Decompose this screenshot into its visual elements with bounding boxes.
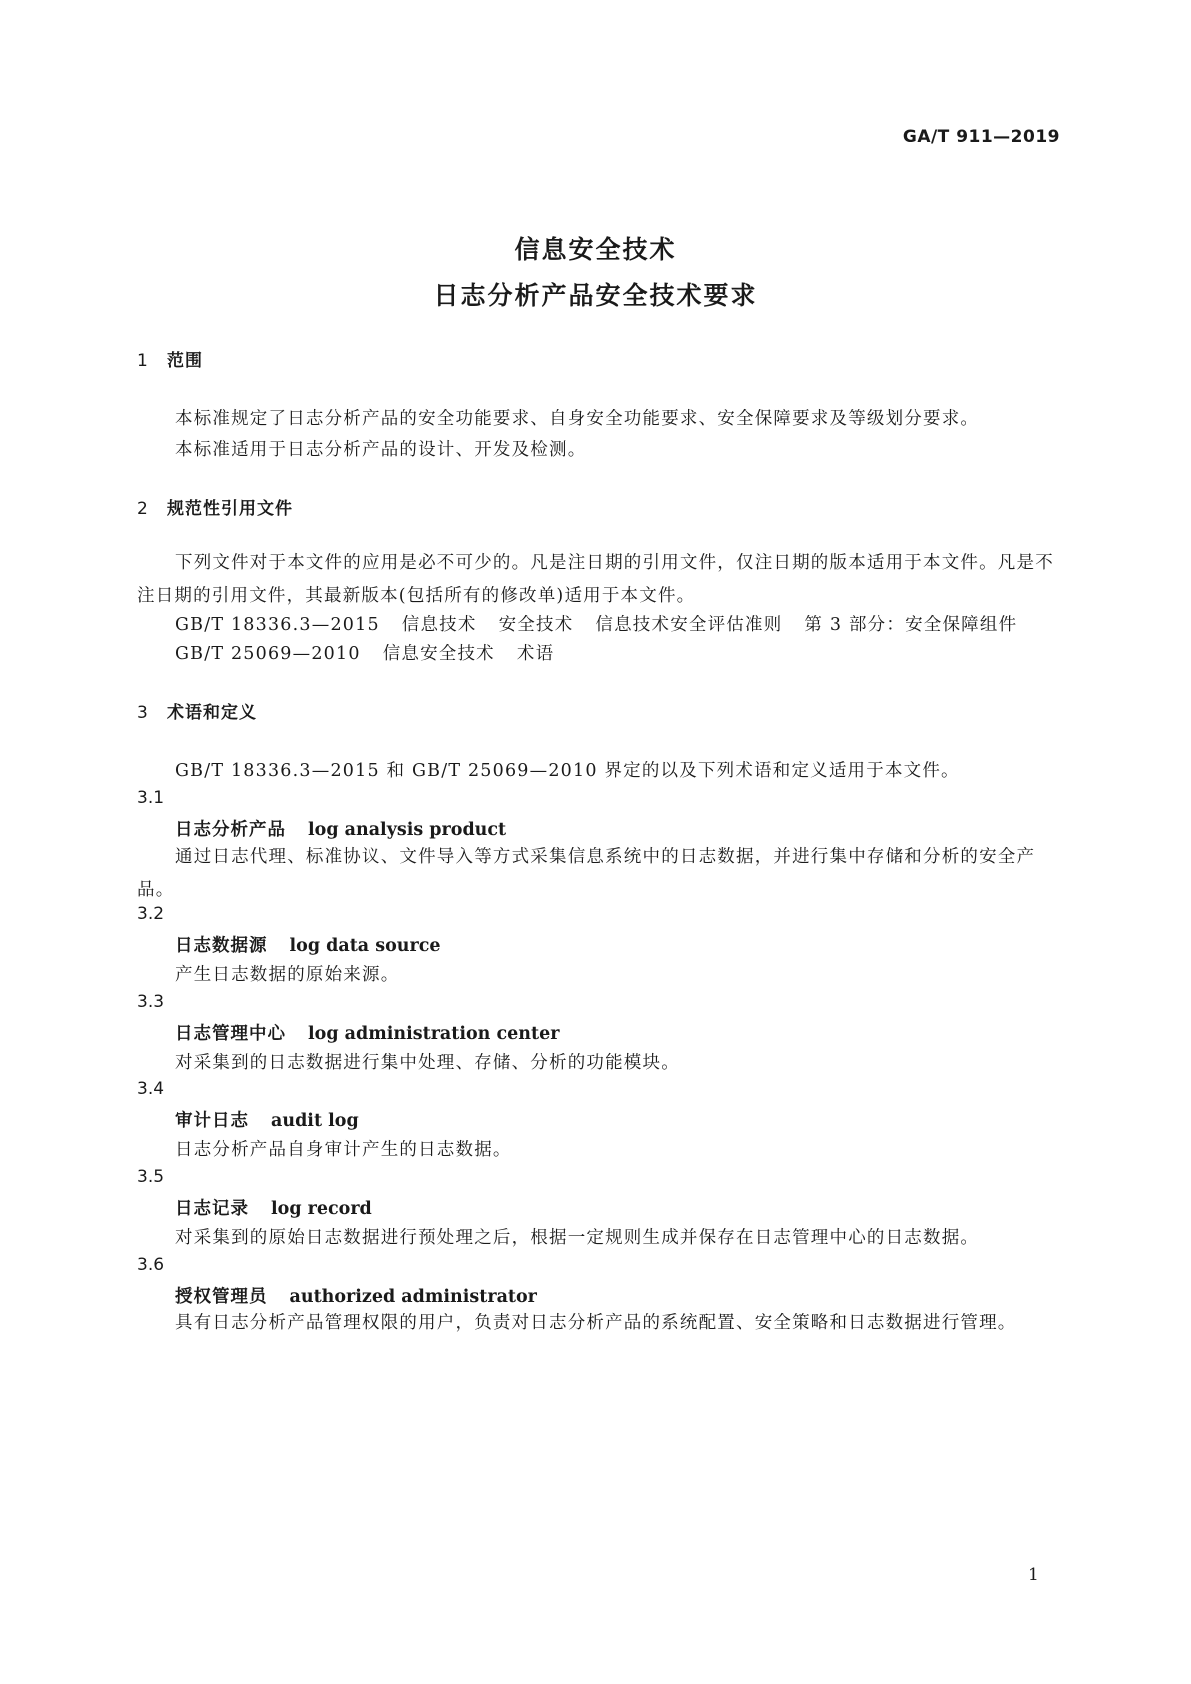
- term-entry: [175, 816, 506, 841]
- term-english: log record: [271, 1199, 372, 1219]
- term-chinese: 授权管理员: [175, 1287, 268, 1307]
- page-number: 1: [1028, 1565, 1039, 1585]
- section-1-heading: [137, 346, 203, 371]
- section-number: 3: [137, 703, 149, 723]
- section-3-heading: [137, 698, 257, 723]
- term-entry: [175, 932, 441, 957]
- term-definition: 日志分析产品自身审计产生的日志数据。: [175, 1140, 512, 1160]
- term-definition: 通过日志代理、标准协议、文件导入等方式采集信息系统中的日志数据，并进行集中存储和分析的安全产品。: [137, 847, 1036, 900]
- term-number: 3.5: [137, 1167, 165, 1187]
- term-number: 3.1: [137, 788, 165, 808]
- section-number: 1: [137, 351, 149, 371]
- paragraph: 下列文件对于本文件的应用是必不可少的。凡是注日期的引用文件，仅注日期的版本适用于本文件。凡是不注日期的引用文件，其最新版本(包括所有的修改单)适用于本文件。: [137, 553, 1054, 606]
- paragraph: 本标准规定了日志分析产品的安全功能要求、自身安全功能要求、安全保障要求及等级划分要求。: [175, 409, 980, 429]
- standard-code: GA/T 911—2019: [902, 127, 1060, 147]
- term-number: 3.2: [137, 904, 165, 924]
- normative-reference: [175, 611, 1017, 636]
- term-definition: 具有日志分析产品管理权限的用户，负责对日志分析产品的系统配置、安全策略和日志数据进行管理。: [175, 1313, 1017, 1333]
- section-title: 术语和定义: [167, 703, 257, 723]
- term-definition: 对采集到的日志数据进行集中处理、存储、分析的功能模块。: [175, 1053, 680, 1073]
- reference-title-part: 信息安全技术: [382, 644, 495, 664]
- term-chinese: 日志数据源: [175, 936, 268, 956]
- term-number: 3.4: [137, 1079, 165, 1099]
- reference-code: GB/T 25069—2010: [175, 644, 361, 664]
- term-entry: [175, 1283, 537, 1308]
- term-entry: [175, 1020, 559, 1045]
- term-english: audit log: [271, 1111, 359, 1131]
- term-chinese: 日志分析产品: [175, 820, 286, 840]
- section-title: 范围: [167, 351, 203, 371]
- section-number: 2: [137, 499, 149, 519]
- document-title-line1: 信息安全技术: [514, 235, 677, 264]
- term-english: log analysis product: [308, 820, 507, 840]
- reference-title-part: 安全技术: [498, 615, 574, 635]
- reference-title-part: 信息技术: [401, 615, 477, 635]
- term-entry: [175, 1195, 372, 1220]
- term-number: 3.6: [137, 1255, 165, 1275]
- term-definition: 产生日志数据的原始来源。: [175, 965, 400, 985]
- paragraph: 本标准适用于日志分析产品的设计、开发及检测。: [175, 440, 587, 460]
- reference-title-part: 信息技术安全评估准则: [595, 615, 783, 635]
- reference-title-part: 第 3 部分：安全保障组件: [804, 615, 1018, 635]
- document-title-line2: 日志分析产品安全技术要求: [433, 281, 758, 310]
- term-chinese: 日志记录: [175, 1199, 249, 1219]
- normative-reference: [175, 640, 554, 665]
- term-english: log administration center: [308, 1024, 560, 1044]
- term-chinese: 日志管理中心: [175, 1024, 286, 1044]
- section-2-heading: [137, 494, 293, 519]
- term-english: log data source: [289, 936, 441, 956]
- reference-title-part: 术语: [516, 644, 555, 664]
- paragraph: GB/T 18336.3—2015 和 GB/T 25069—2010 界定的以及下列术语和定义适用于本文件。: [175, 761, 960, 781]
- term-definition: 对采集到的原始日志数据进行预处理之后，根据一定规则生成并保存在日志管理中心的日志数据。: [175, 1228, 980, 1248]
- term-number: 3.3: [137, 992, 165, 1012]
- section-title: 规范性引用文件: [167, 499, 293, 519]
- term-chinese: 审计日志: [175, 1111, 249, 1131]
- term-english: authorized administrator: [289, 1287, 537, 1307]
- reference-code: GB/T 18336.3—2015: [175, 615, 380, 635]
- term-entry: [175, 1107, 359, 1132]
